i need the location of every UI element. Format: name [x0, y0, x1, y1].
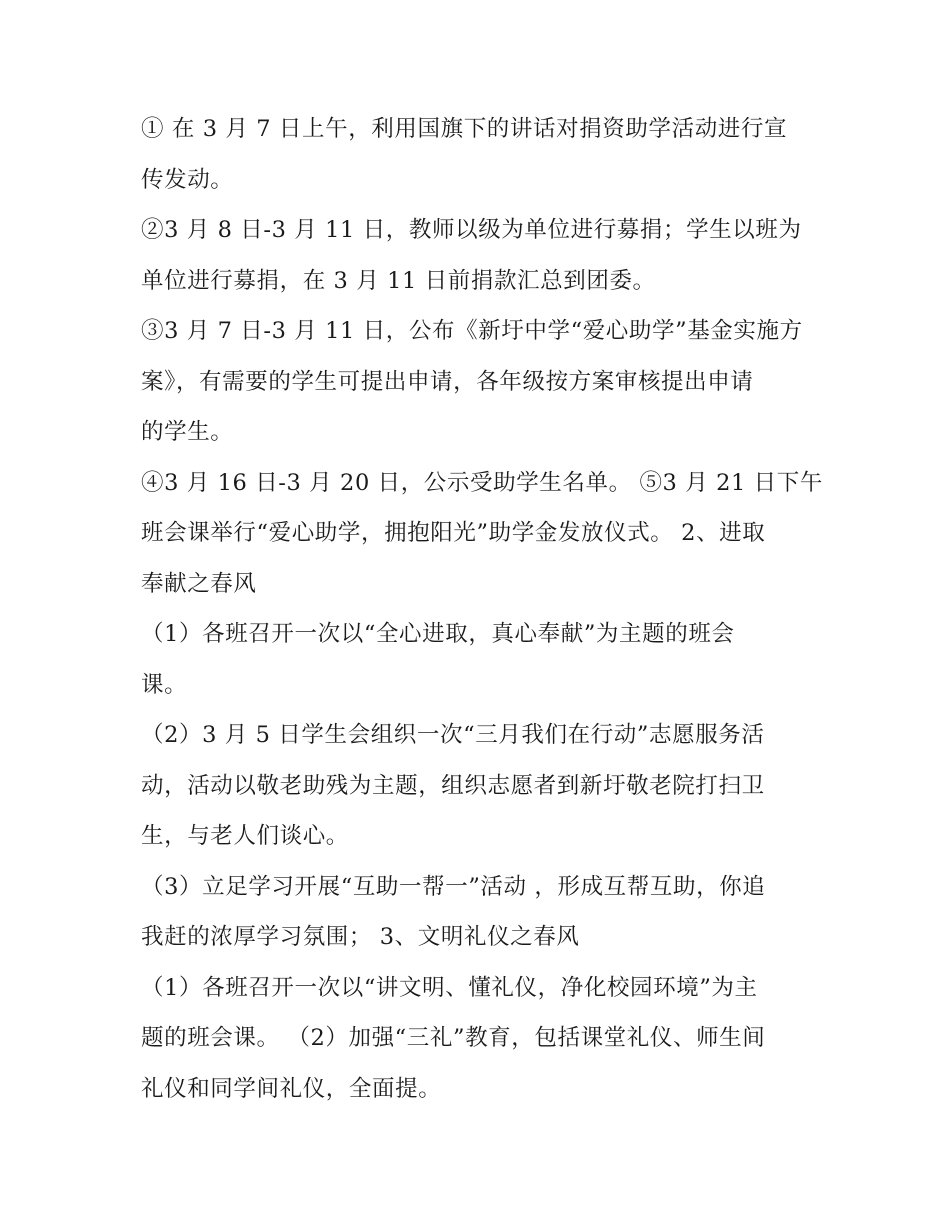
text-line: ②3 月 8 日-3 月 11 日，教师以级为单位进行募捐；学生以班为	[141, 217, 802, 243]
text-line: 案》，有需要的学生可提出申请，各年级按方案审核提出申请	[141, 368, 754, 395]
text-line: 奉献之春风	[141, 570, 257, 597]
text-line: 单位进行募捐，在 3 月 11 日前捐款汇总到团委。	[141, 267, 656, 294]
text-line: （2）3 月 5 日学生会组织一次“三月我们在行动”志愿服务活	[141, 722, 765, 748]
text-line: 课。	[141, 671, 188, 698]
text-line: 礼仪和同学间礼仪，全面提。	[141, 1075, 442, 1102]
document-body	[141, 104, 823, 1114]
text-line: 生，与老人们谈心。	[141, 823, 349, 849]
text-line: 我赶的浓厚学习氛围； 3、文明礼仪之春风	[141, 924, 580, 950]
text-line: ① 在 3 月 7 日上午，利用国旗下的讲话对捐资助学活动进行宣	[141, 116, 788, 142]
text-line: 题的班会课。 （2）加强“三礼”教育，包括课堂礼仪、师生间	[141, 1025, 766, 1051]
text-line: 动，活动以敬老助残为主题，组织志愿者到新圩敬老院打扫卫	[141, 772, 765, 799]
text-line: （1）各班召开一次以“讲文明、懂礼仪，净化校园环境”为主	[141, 974, 758, 1001]
text-line: 传发动。	[141, 166, 234, 193]
text-line: ③3 月 7 日-3 月 11 日，公布《新圩中学“爱心助学”基金实施方	[141, 318, 803, 344]
text-line: 班会课举行“爱心助学，拥抱阳光”助学金发放仪式。 2、进取	[141, 520, 766, 546]
text-line: （1）各班召开一次以“全心进取，真心奉献”为主题的班会	[141, 621, 735, 647]
text-line: 的学生。	[141, 419, 234, 445]
text-line: （3）立足学习开展“互助一帮一”活动 ，形成互帮互助，你追	[141, 873, 766, 900]
text-line: ④3 月 16 日-3 月 20 日，公示受助学生名单。 ⑤3 月 21 日下午	[141, 469, 823, 496]
